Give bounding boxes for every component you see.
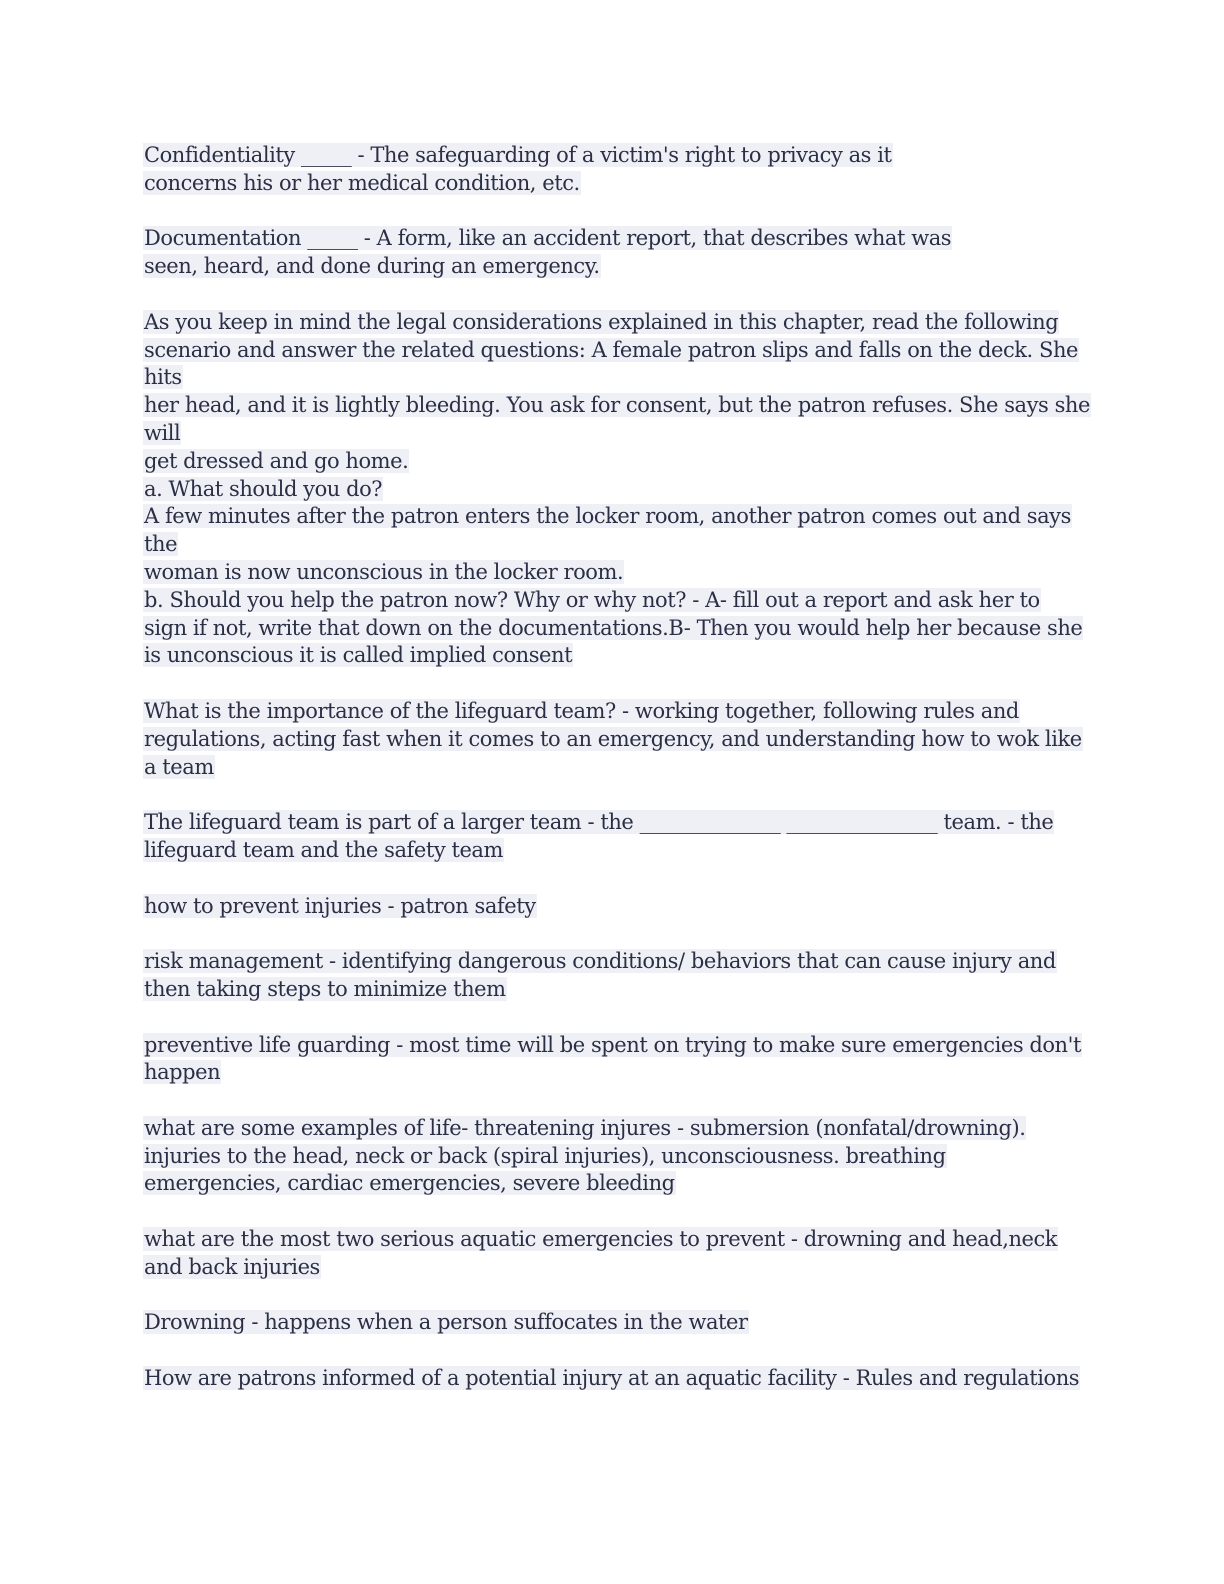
text-line-content: Drowning - happens when a person suffocates in the water: [144, 1310, 748, 1335]
text-line-content: scenario and answer the related questions: A female patron slips and falls on the deck. She: [144, 337, 1078, 362]
text-line: [143, 1115, 1083, 1143]
text-line: [143, 1032, 1083, 1060]
text-line: [143, 337, 1083, 365]
text-line: [143, 809, 1083, 837]
text-line-content: preventive life guarding - most time will be spent on trying to make sure emergencies don't: [144, 1032, 1081, 1057]
text-line-content: a team: [144, 754, 214, 779]
text-line: [143, 142, 1083, 170]
paragraph-gap: [143, 1198, 1083, 1226]
paragraph-gap: [143, 920, 1083, 948]
text-line-content: What is the importance of the lifeguard team? - working together, following rules and: [144, 698, 1019, 723]
paragraph-gap: [143, 781, 1083, 809]
text-line-content: Documentation _____ - A form, like an accident report, that describes what was: [144, 226, 952, 251]
text-line-content: A few minutes after the patron enters the locker room, another patron comes out and says: [144, 504, 1071, 529]
text-line: [143, 976, 1083, 1004]
text-line: [143, 754, 1083, 782]
text-line: [143, 837, 1083, 865]
text-line: [143, 420, 1083, 448]
text-line-content: seen, heard, and done during an emergency.: [144, 254, 600, 279]
text-line-content: hits: [144, 365, 182, 390]
text-line: [143, 392, 1090, 420]
paragraph-gap: [143, 1004, 1083, 1032]
text-line-content: injuries to the head, neck or back (spiral injuries), unconsciousness. breathing: [144, 1143, 946, 1168]
text-line-content: what are some examples of life- threatening injures - submersion (nonfatal/drowning).: [144, 1115, 1026, 1140]
text-line: [143, 309, 1083, 337]
text-line: [143, 698, 1083, 726]
text-line: [143, 948, 1083, 976]
text-line: [143, 1309, 1083, 1337]
document-body: [143, 142, 1090, 1393]
text-line-content: and back injuries: [144, 1254, 320, 1279]
text-line-content: emergencies, cardiac emergencies, severe bleeding: [144, 1171, 675, 1196]
text-line: [143, 559, 1083, 587]
text-line-content: risk management - identifying dangerous conditions/ behaviors that can cause injury and: [144, 949, 1056, 974]
text-line-content: Confidentiality _____ - The safeguarding of a victim's right to privacy as it: [144, 143, 892, 167]
text-line: [143, 448, 1083, 476]
text-line-content: concerns his or her medical condition, etc.: [144, 170, 580, 195]
text-line: [143, 726, 1083, 754]
text-line: [143, 1059, 1083, 1087]
text-line-content: happen: [144, 1060, 221, 1085]
text-line: [143, 253, 1083, 281]
text-line: [143, 225, 1083, 253]
text-line-content: what are the most two serious aquatic emergencies to prevent - drowning and head,neck: [144, 1227, 1058, 1252]
text-line: [143, 615, 1083, 643]
text-line-content: woman is now unconscious in the locker room.: [144, 559, 624, 584]
text-line-content: sign if not, write that down on the documentations.B- Then you would help her because she: [144, 615, 1083, 640]
paragraph-gap: [143, 1282, 1083, 1310]
text-line-content: then taking steps to minimize them: [144, 976, 506, 1001]
text-line: [143, 1226, 1083, 1254]
paragraph-gap: [143, 1337, 1083, 1365]
text-line-content: regulations, acting fast when it comes to an emergency, and understanding how to wok like: [144, 726, 1082, 751]
paragraph-gap: [143, 670, 1083, 698]
text-line: [143, 1365, 1083, 1393]
text-line-content: As you keep in mind the legal considerations explained in this chapter, read the following: [144, 309, 1059, 334]
text-line-content: how to prevent injuries - patron safety: [144, 893, 536, 918]
text-line-content: How are patrons informed of a potential injury at an aquatic facility - Rules and regulations: [144, 1366, 1080, 1391]
text-line: [143, 170, 1083, 198]
text-line-content: b. Should you help the patron now? Why or why not? - A- fill out a report and ask her to: [144, 587, 1040, 612]
text-line: [143, 531, 1083, 559]
text-line-content: will: [144, 420, 181, 445]
text-line: [143, 476, 1083, 504]
text-line: [143, 1254, 1083, 1282]
paragraph-gap: [143, 865, 1083, 893]
text-line: [143, 1170, 1083, 1198]
paragraph-gap: [143, 1087, 1083, 1115]
text-line-content: a. What should you do?: [144, 476, 383, 501]
text-line-content: the: [144, 532, 178, 557]
paragraph-gap: [143, 198, 1083, 226]
paragraph-gap: [143, 281, 1083, 309]
text-line-content: is unconscious it is called implied consent: [144, 643, 573, 668]
text-line: [143, 364, 1083, 392]
text-line: [143, 503, 1083, 531]
text-line: [143, 587, 1083, 615]
text-line-content: her head, and it is lightly bleeding. You ask for consent, but the patron refuses. She says she: [144, 393, 1090, 418]
text-line-content: The lifeguard team is part of a larger team - the ______________ _______________ team. - the: [144, 810, 1054, 835]
text-line: [143, 893, 1083, 921]
text-line: [143, 1143, 1083, 1171]
text-line-content: lifeguard team and the safety team: [144, 837, 503, 862]
text-line-content: get dressed and go home.: [144, 448, 409, 473]
text-line: [143, 642, 1083, 670]
